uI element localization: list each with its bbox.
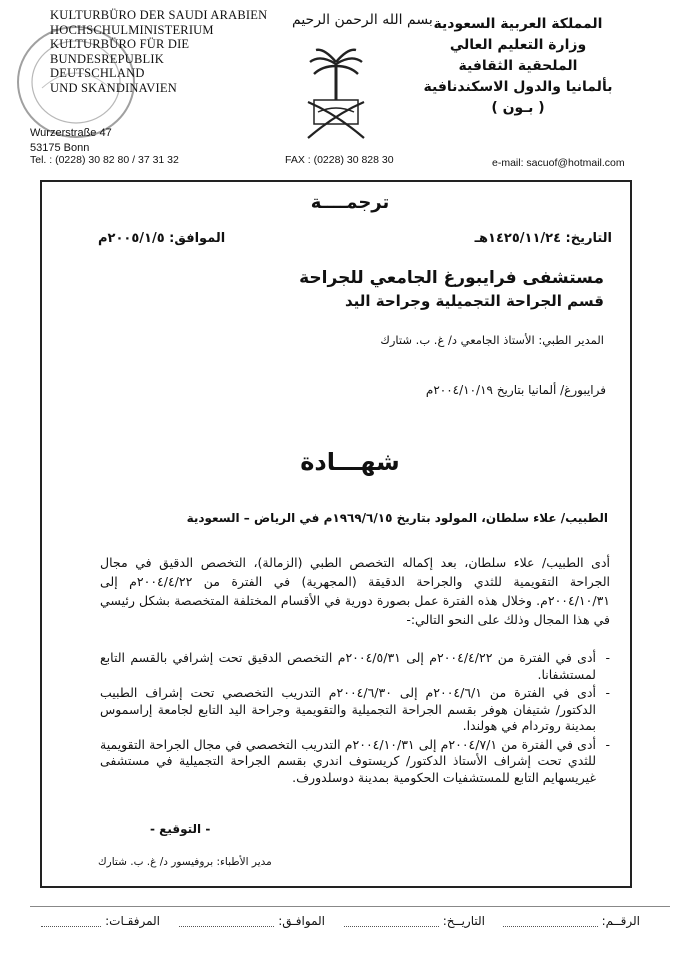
arabic-header-line: بألمانيا والدول الاسكندنافية [423,79,613,95]
certificate-heading: شهـــادة [300,448,400,476]
place-and-date: فرايبورغ/ ألمانيا بتاريخ ٢٠٠٤/١٠/١٩م [425,383,606,397]
german-header-line: HOCHSCHULMINISTERIUM [50,22,214,37]
german-header-line: BUNDESREPUBLIK [50,51,164,66]
date-label: التاريــخ: [442,914,485,928]
german-header-line: KULTURBÜRO FÜR DIE [50,37,190,51]
arabic-office-name [408,14,628,119]
reference-label: الرقــم: [601,914,640,928]
german-header-line: DEUTSCHLAND [50,66,145,80]
german-address [30,126,112,156]
list-item: - أدى في الفترة من ٢٠٠٤/٦/١م إلى ٢٠٠٤/٦/٣٠م التدريب التخصصي تحت إشراف الطبيب الدكتور/ شتيفان هوفر بقسم الجراحة التجميلية والتقويمية وجراحة اليد التابع لجامعة إراسموس بمدينة روتردام في هولندا. [100,685,610,735]
telephone-line: Tel. : (0228) 30 82 80 / 37 31 32 [30,154,179,166]
reference-blank [503,916,598,927]
training-periods-list [100,650,610,788]
german-header-line: KULTURBÜRO DER SAUDI ARABIEN [50,8,268,22]
department-name: قسم الجراحة التجميلية وجراحة اليد [344,292,604,310]
corresponding-label: الموافـق: [278,914,325,928]
footer-divider [30,906,670,907]
footer-attachments [41,914,160,928]
gregorian-date: الموافق: ٢٠٠٥/١/٥م [98,231,226,246]
medical-director: المدير الطبي: الأستاذ الجامعي د/ غ. ب. شتارك [380,333,604,347]
street-line: Wurzerstraße 47 [30,127,112,139]
arabic-header-line: المملكة العربية السعودية [433,16,603,32]
fax-line: FAX : (0228) 30 828 30 [285,154,394,166]
footer-reference [503,914,640,928]
corresponding-blank [179,916,274,927]
hijri-date: التاريخ: ١٤٢٥/١١/٢٤هـ [474,231,612,246]
doctor-identity-line: الطبيب/ علاء سلطان، المولود بتاريخ ١٩٦٩/٦/١٥م في الرياض – السعودية [186,511,608,525]
body-paragraph: أدى الطبيب/ علاء سلطان، بعد إكماله التخصص الطبي (الزمالة)، التخصص الدقيق في مجال الجراحة التقويمية للثدي والجراحة الدقيقة (المجهرية) في الفترة من ٢٠٠٤/٤/٢٢م إلى ٢٠٠٤/١٠/٣١م. وخلال هذه الفترة عمل بصورة دورية في الأقسام المختلفة المتخصصة بشكل رئيسي في هذا المجال وذلك على النحو التالي:- [100,555,610,627]
footer-date [344,914,485,928]
arabic-header-line: الملحقية الثقافية [458,58,578,74]
german-office-name [50,8,268,95]
signature-label: - التوقيع - [150,822,211,836]
list-item: - أدى في الفترة من ٢٠٠٤/٤/٢٢م إلى ٢٠٠٤/٥/٣١م التخصص الدقيق تحت إشرافي بالقسم التابع لمستشفانا. [100,650,610,683]
german-header-line: UND SKANDINAVIEN [50,80,177,95]
arabic-header-line: وزارة التعليم العالي [449,37,587,53]
basmala-calligraphy: بسم الله الرحمن الرحيم [292,12,433,28]
email-address: e-mail: sacuof@hotmail.com [492,157,625,169]
arabic-header-line: ( بـون ) [491,100,545,116]
list-item: - أدى في الفترة من ٢٠٠٤/٧/١م إلى ٢٠٠٤/١٠/٣١م التدريب التخصصي في مجال الجراحة التقويمية للثدي تحت إشراف الأستاذ الدكتور/ كريستوف اندري بقسم الجراحة التجميلية في مستشفى غيريسهايم التابع للمستشفيات الحكومية بمدينة دوسلدورف. [100,737,610,787]
hospital-name: مستشفى فرايبورغ الجامعي للجراحة [299,268,604,288]
signatory-name: مدير الأطباء: بروفيسور د/ غ. ب. شتارك [98,856,272,868]
translation-title: ترجمــــة [310,192,390,213]
date-blank [344,916,439,927]
saudi-palm-swords-emblem-icon [302,42,370,142]
attachments-label: المرفقـات: [105,914,160,928]
footer-corresponding [179,914,325,928]
attachments-blank [41,916,101,927]
city-line: 53175 Bonn [30,142,90,154]
